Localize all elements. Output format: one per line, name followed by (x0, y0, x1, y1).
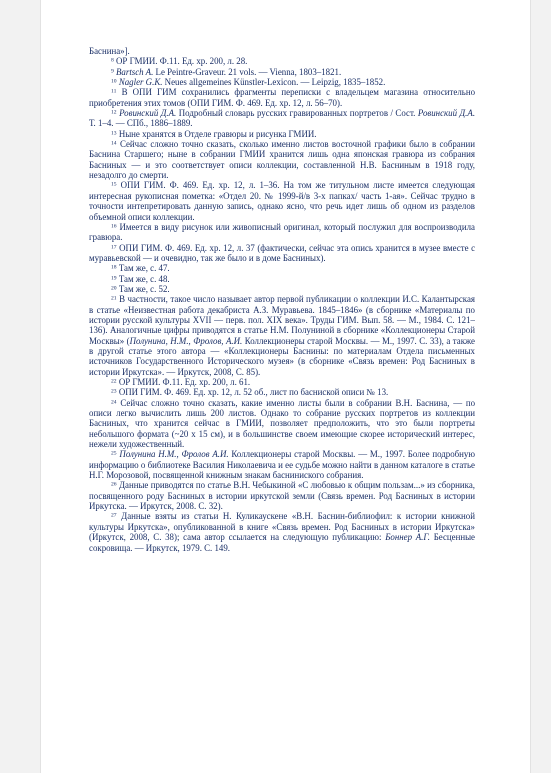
footnotes-block (89, 46, 475, 553)
footnote-text: Баснина»]. (89, 46, 130, 56)
footnote-text: Коллекционеры старой Москвы. — М., 1997. С. 33), а также в другой статье этого автора — «Коллекционеры Баснины: по материалам Отдела письменных источников Государственного Исторического музея» (в сборнике «Связь времен: Род Басниных в истории Иркутска». — Иркутск, 2008, С. 85). (89, 335, 475, 377)
footnote-author: Ровинский Д.А. (417, 108, 476, 119)
footnote-18 (89, 263, 475, 273)
document-page (40, 0, 531, 773)
footnote-text: Ныне хранятся в Отделе гравюры и рисунка ГМИИ. (118, 128, 317, 139)
footnote-text: В частности, такое число называет автор первой публикации о коллекции И.С. Калантырская в статье «Неизвестная работа декабриста А.З. Муравьева. 1845–1846» (в сборнике «Материалы по истории русской культуры XVII — перв. пол. XIX века». Труды ГИМ. Вып. 58. — М., 1984. С. 121–136). Аналогичные цифры приводятся в статье Н.М. Полуниной в сборнике «Коллекционеры Старой Москвы» ( (89, 294, 475, 346)
footnote-text: ОПИ ГИМ. Ф. 469. Ед. хр. 12, л. 37 (фактически, сейчас эта опись хранится в музее вместе с муравьевской — и очевидно, так же было и в доме Басниных). (89, 242, 476, 263)
footnote-23 (89, 387, 475, 397)
footnote-22 (89, 377, 475, 387)
footnote-text: ОПИ ГИМ. Ф. 469. Ед. хр. 12, л. 52 об., лист по басниской описи № 13. (118, 387, 389, 398)
footnote-number: 20 (111, 285, 117, 292)
footnote-number: 18 (111, 264, 117, 271)
footnote-text: Сейчас сложно точно сказать, сколько именно листов восточной графики было в собрании Баснина Старшего; ныне в собрании ГМИИ хранится лишь одна японская гравюра из собрания Басниных — и это соответствует описи коллекции, составленной Н.В. Басниным в 1918 году, незадолго до смерти. (89, 139, 475, 181)
footnote-text: Сейчас сложно точно сказать, какие именно листы были в собрании В.Н. Баснина, — по описи легко вычислить лишь 200 листов. Однако то собрание русских портретов из коллекции Басниных, что хранится сейчас в ГМИИ, позволяет предположить, что это были портреты небольшого формата (~20 х 15 см), и в большинстве своем имеющие скорее исторический интерес, нежели художественный. (89, 397, 476, 450)
footnote-number: 16 (111, 223, 117, 230)
footnote-text: Данные приводятся по статье В.Н. Чебыкиной «С любовью к общим пользам...» из сборника, посвященного роду Басниных в истории иркутской земли (Связь времен. Род Басниных в истории Иркутска. — Иркутск, 2008. С. 32). (89, 480, 475, 512)
footnote-number: 12 (111, 109, 117, 116)
footnote-text: Коллекционеры старой Москвы. — М., 1997. Более подробную информацию о библиотеке Василия Николаевича и ее судьбе можно найти в данном каталоге в статье Н.Г. Морозовой, посвященной книжным знакам басниниского собрания. (89, 449, 475, 481)
footnote-number: 15 (111, 181, 117, 188)
footnote-8 (89, 56, 475, 66)
footnote-number: 9 (111, 68, 114, 75)
footnote-text: Данные взяты из статьи Н. Куликаускене «В.Н. Баснин-библиофил: к истории книжной культуры Иркутска», опубликованной в книге «Связь времен. Род Басниных в истории Иркутска» (Иркутск, 2008, С. 38); сама автор ссылается на следующую публикацию: (89, 511, 475, 543)
footnote-text: Т. 1–4. — СПб., 1886–1889. (89, 118, 193, 129)
footnote-14 (89, 139, 475, 180)
footnote-number: 10 (111, 78, 117, 85)
footnote-continuation (89, 46, 475, 56)
footnote-19 (89, 274, 475, 284)
footnote-author: Полунина, Н.М., Фролов, А.И. (129, 335, 243, 346)
footnote-number: 26 (111, 481, 117, 488)
footnote-27 (89, 511, 475, 552)
footnote-text: Имеется в виду рисунок или живописный оригинал, который послужил для воспроизводила гравюра. (89, 221, 475, 243)
footnote-text: ОР ГМИИ. Ф.11. Ед. хр. 200, л. 28. (116, 56, 248, 67)
footnote-number: 13 (111, 130, 117, 137)
footnote-number: 21 (111, 295, 117, 302)
footnote-16 (89, 222, 475, 243)
footnote-number: 24 (111, 399, 117, 406)
footnote-13 (89, 129, 475, 139)
footnote-9 (89, 67, 475, 77)
footnote-text: Le Peintre-Graveur. 21 vols. — Vienna, 1803–1821. (153, 66, 342, 77)
footnote-17 (89, 243, 475, 264)
footnote-number: 19 (111, 274, 117, 281)
footnote-text: Бесценные сокровища. — Иркутск, 1979. С. 149. (89, 532, 475, 553)
footnote-author: Ровинский Д.А. (119, 108, 177, 119)
footnote-number: 8 (111, 57, 114, 64)
footnote-text: Там же, с. 47. (118, 263, 170, 274)
footnote-author: Полунина Н.М., Фролов А.И. (119, 449, 229, 460)
footnote-number: 23 (111, 388, 117, 395)
footnote-text: В ОПИ ГИМ сохранились фрагменты переписки с владельцем магазина относительно приобретения этих томов (ОПИ ГИМ. Ф. 469. Ед. хр. 12, л. 56–70). (89, 87, 476, 108)
footnote-11 (89, 87, 475, 108)
footnote-12 (89, 108, 475, 129)
footnote-text: Там же, с. 52. (118, 283, 170, 294)
footnote-number: 27 (111, 512, 117, 519)
footnote-number: 14 (111, 140, 117, 147)
footnote-number: 17 (111, 243, 117, 250)
footnote-text: Подробный словарь русских гравированных портретов / Сост. (176, 108, 418, 119)
footnote-number: 22 (111, 378, 117, 385)
footnote-text: ОПИ ГИМ. Ф. 469. Ед. хр. 12, л. 1–36. На том же титульном листе имеется следующая интересная рукописная пометка: «Отдел 20. № 1999-й/в 3-х папках/ часть 1-ая». Сейчас трудно в точности интепретировать данную запись, однако ясно, что речь идет лишь об одном из разделов объемной описи коллекции. (89, 180, 475, 222)
footnote-text: ОР ГМИИ. Ф.11. Ед. хр. 200, л. 61. (118, 377, 251, 387)
footnote-15 (89, 180, 475, 221)
footnote-number: 25 (111, 450, 117, 457)
footnote-20 (89, 284, 475, 294)
footnote-21 (89, 294, 475, 377)
footnote-author: Боннер А.Г. (385, 532, 430, 543)
footnote-text: Neues allgemeines Künstler-Lexicon. — Leipzig, 1835–1852. (162, 77, 386, 88)
footnote-25 (89, 449, 475, 480)
footnote-author: Bartsch A. (116, 66, 154, 77)
footnote-author: Nagler G.K. (118, 77, 163, 88)
footnote-24 (89, 398, 475, 450)
footnote-26 (89, 480, 475, 511)
footnote-10 (89, 77, 475, 87)
footnote-text: Там же, с. 48. (118, 273, 170, 284)
footnote-number: 11 (111, 88, 117, 95)
